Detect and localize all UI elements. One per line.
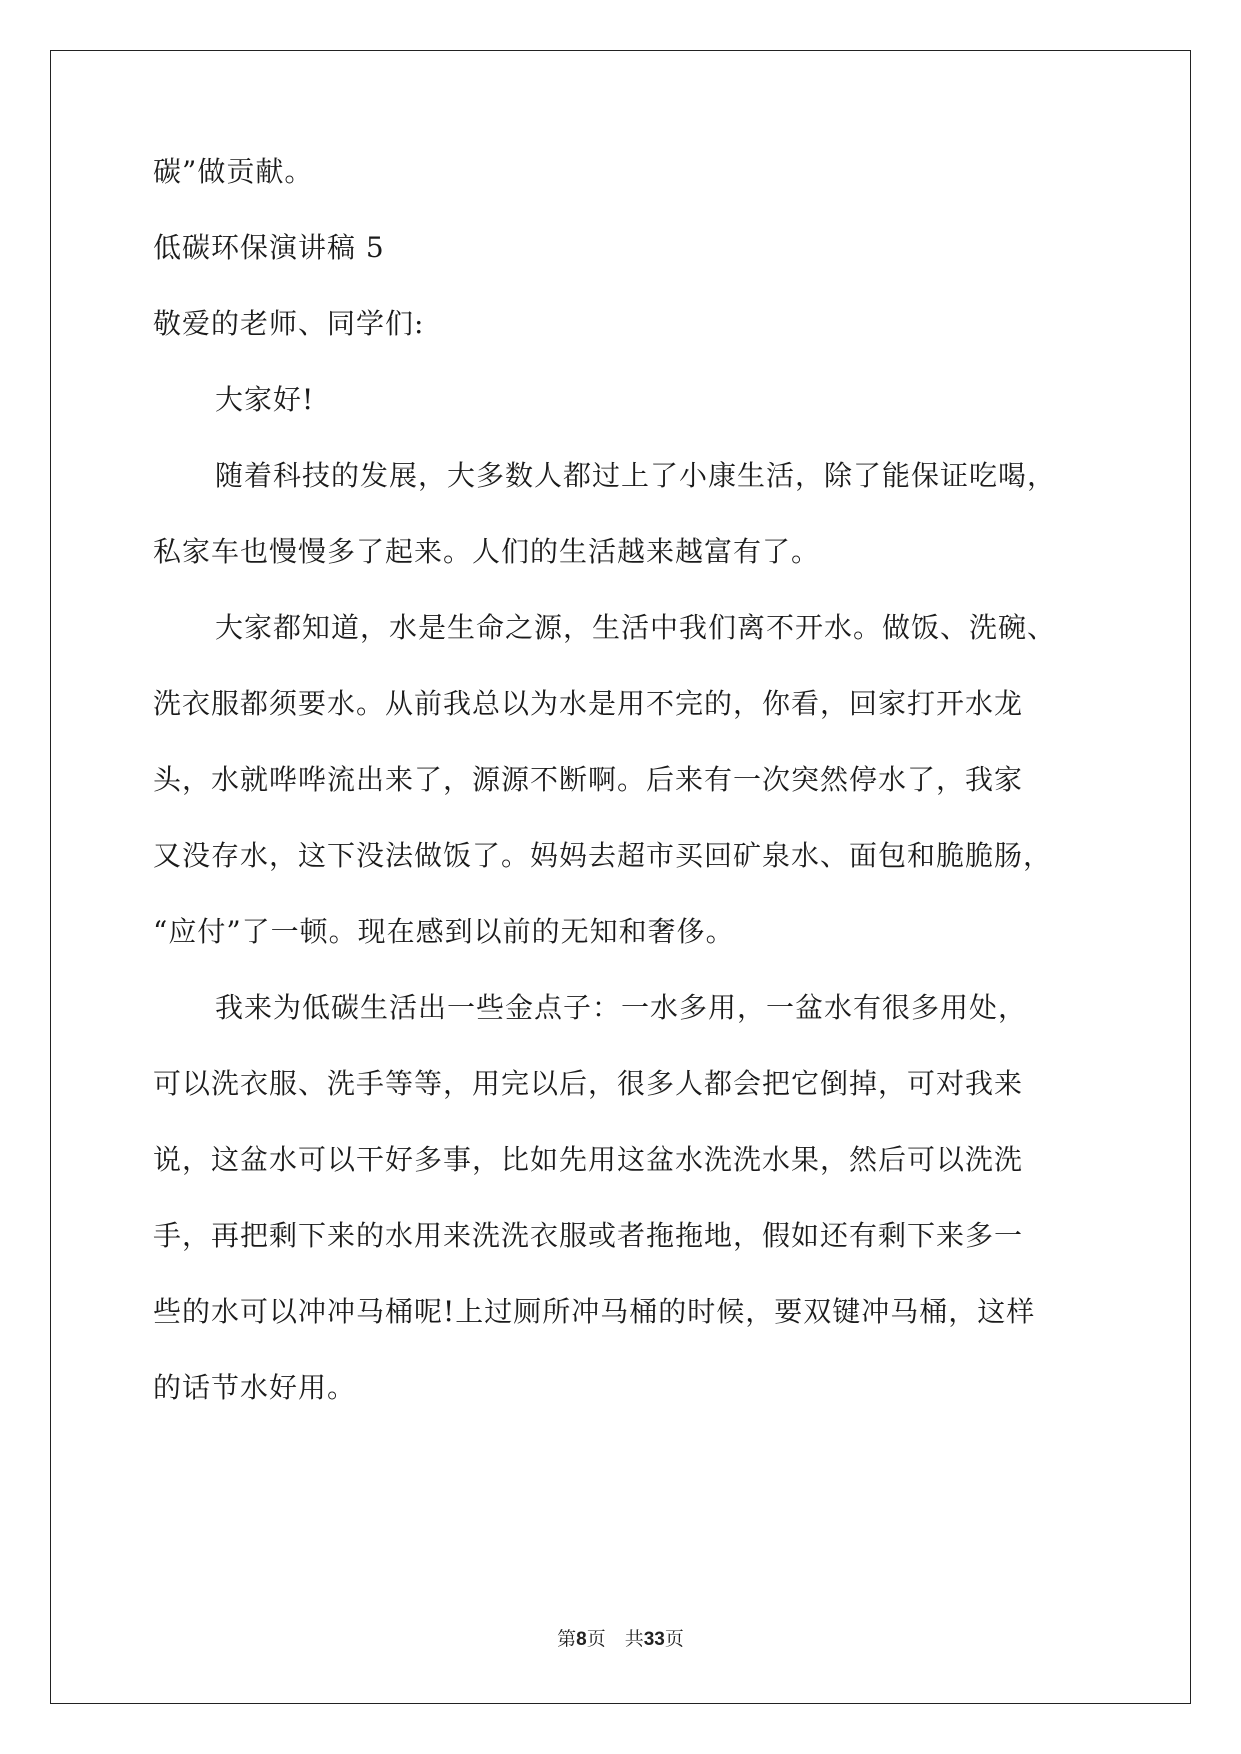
text-line: 碳”做贡献。 [153, 155, 314, 188]
text-line: 洗衣服都须要水。从前我总以为水是用不完的，你看，回家打开水龙 [153, 687, 1024, 720]
page-footer [0, 1626, 1241, 1653]
footer-middle: 页 共 [586, 1628, 644, 1650]
current-page-number: 8 [576, 1629, 587, 1650]
section-heading: 低碳环保演讲稿 5 [153, 231, 385, 264]
greeting: 大家好! [215, 383, 315, 416]
text-line: 头，水就哗哗流出来了，源源不断啊。后来有一次突然停水了，我家 [153, 763, 1024, 796]
text-line: 又没存水，这下没法做饭了。妈妈去超市买回矿泉水、面包和脆脆肠， [153, 839, 1053, 872]
text-line: 随着科技的发展，大多数人都过上了小康生活，除了能保证吃喝， [215, 459, 1057, 492]
text-line: 说，这盆水可以干好多事，比如先用这盆水洗洗水果，然后可以洗洗 [153, 1143, 1024, 1176]
text-line: 我来为低碳生活出一些金点子：一水多用，一盆水有很多用处， [215, 991, 1028, 1024]
text-line: 的话节水好用。 [153, 1371, 357, 1404]
text-line: 可以洗衣服、洗手等等，用完以后，很多人都会把它倒掉，可对我来 [153, 1067, 1024, 1100]
text-line: 私家车也慢慢多了起来。人们的生活越来越富有了。 [153, 535, 821, 568]
text-line: 些的水可以冲冲马桶呢!上过厕所冲马桶的时候，要双键冲马桶，这样 [153, 1295, 1036, 1328]
total-page-count: 33 [643, 1629, 665, 1650]
text-line: “应付”了一顿。现在感到以前的无知和奢侈。 [153, 915, 735, 948]
text-line: 手，再把剩下来的水用来洗洗衣服或者拖拖地，假如还有剩下来多一 [153, 1219, 1024, 1252]
text-line: 大家都知道，水是生命之源，生活中我们离不开水。做饭、洗碗、 [215, 611, 1057, 644]
salutation: 敬爱的老师、同学们: [153, 307, 425, 340]
footer-suffix: 页 [664, 1628, 684, 1650]
footer-prefix: 第 [557, 1628, 577, 1650]
page-border [50, 50, 1191, 1704]
